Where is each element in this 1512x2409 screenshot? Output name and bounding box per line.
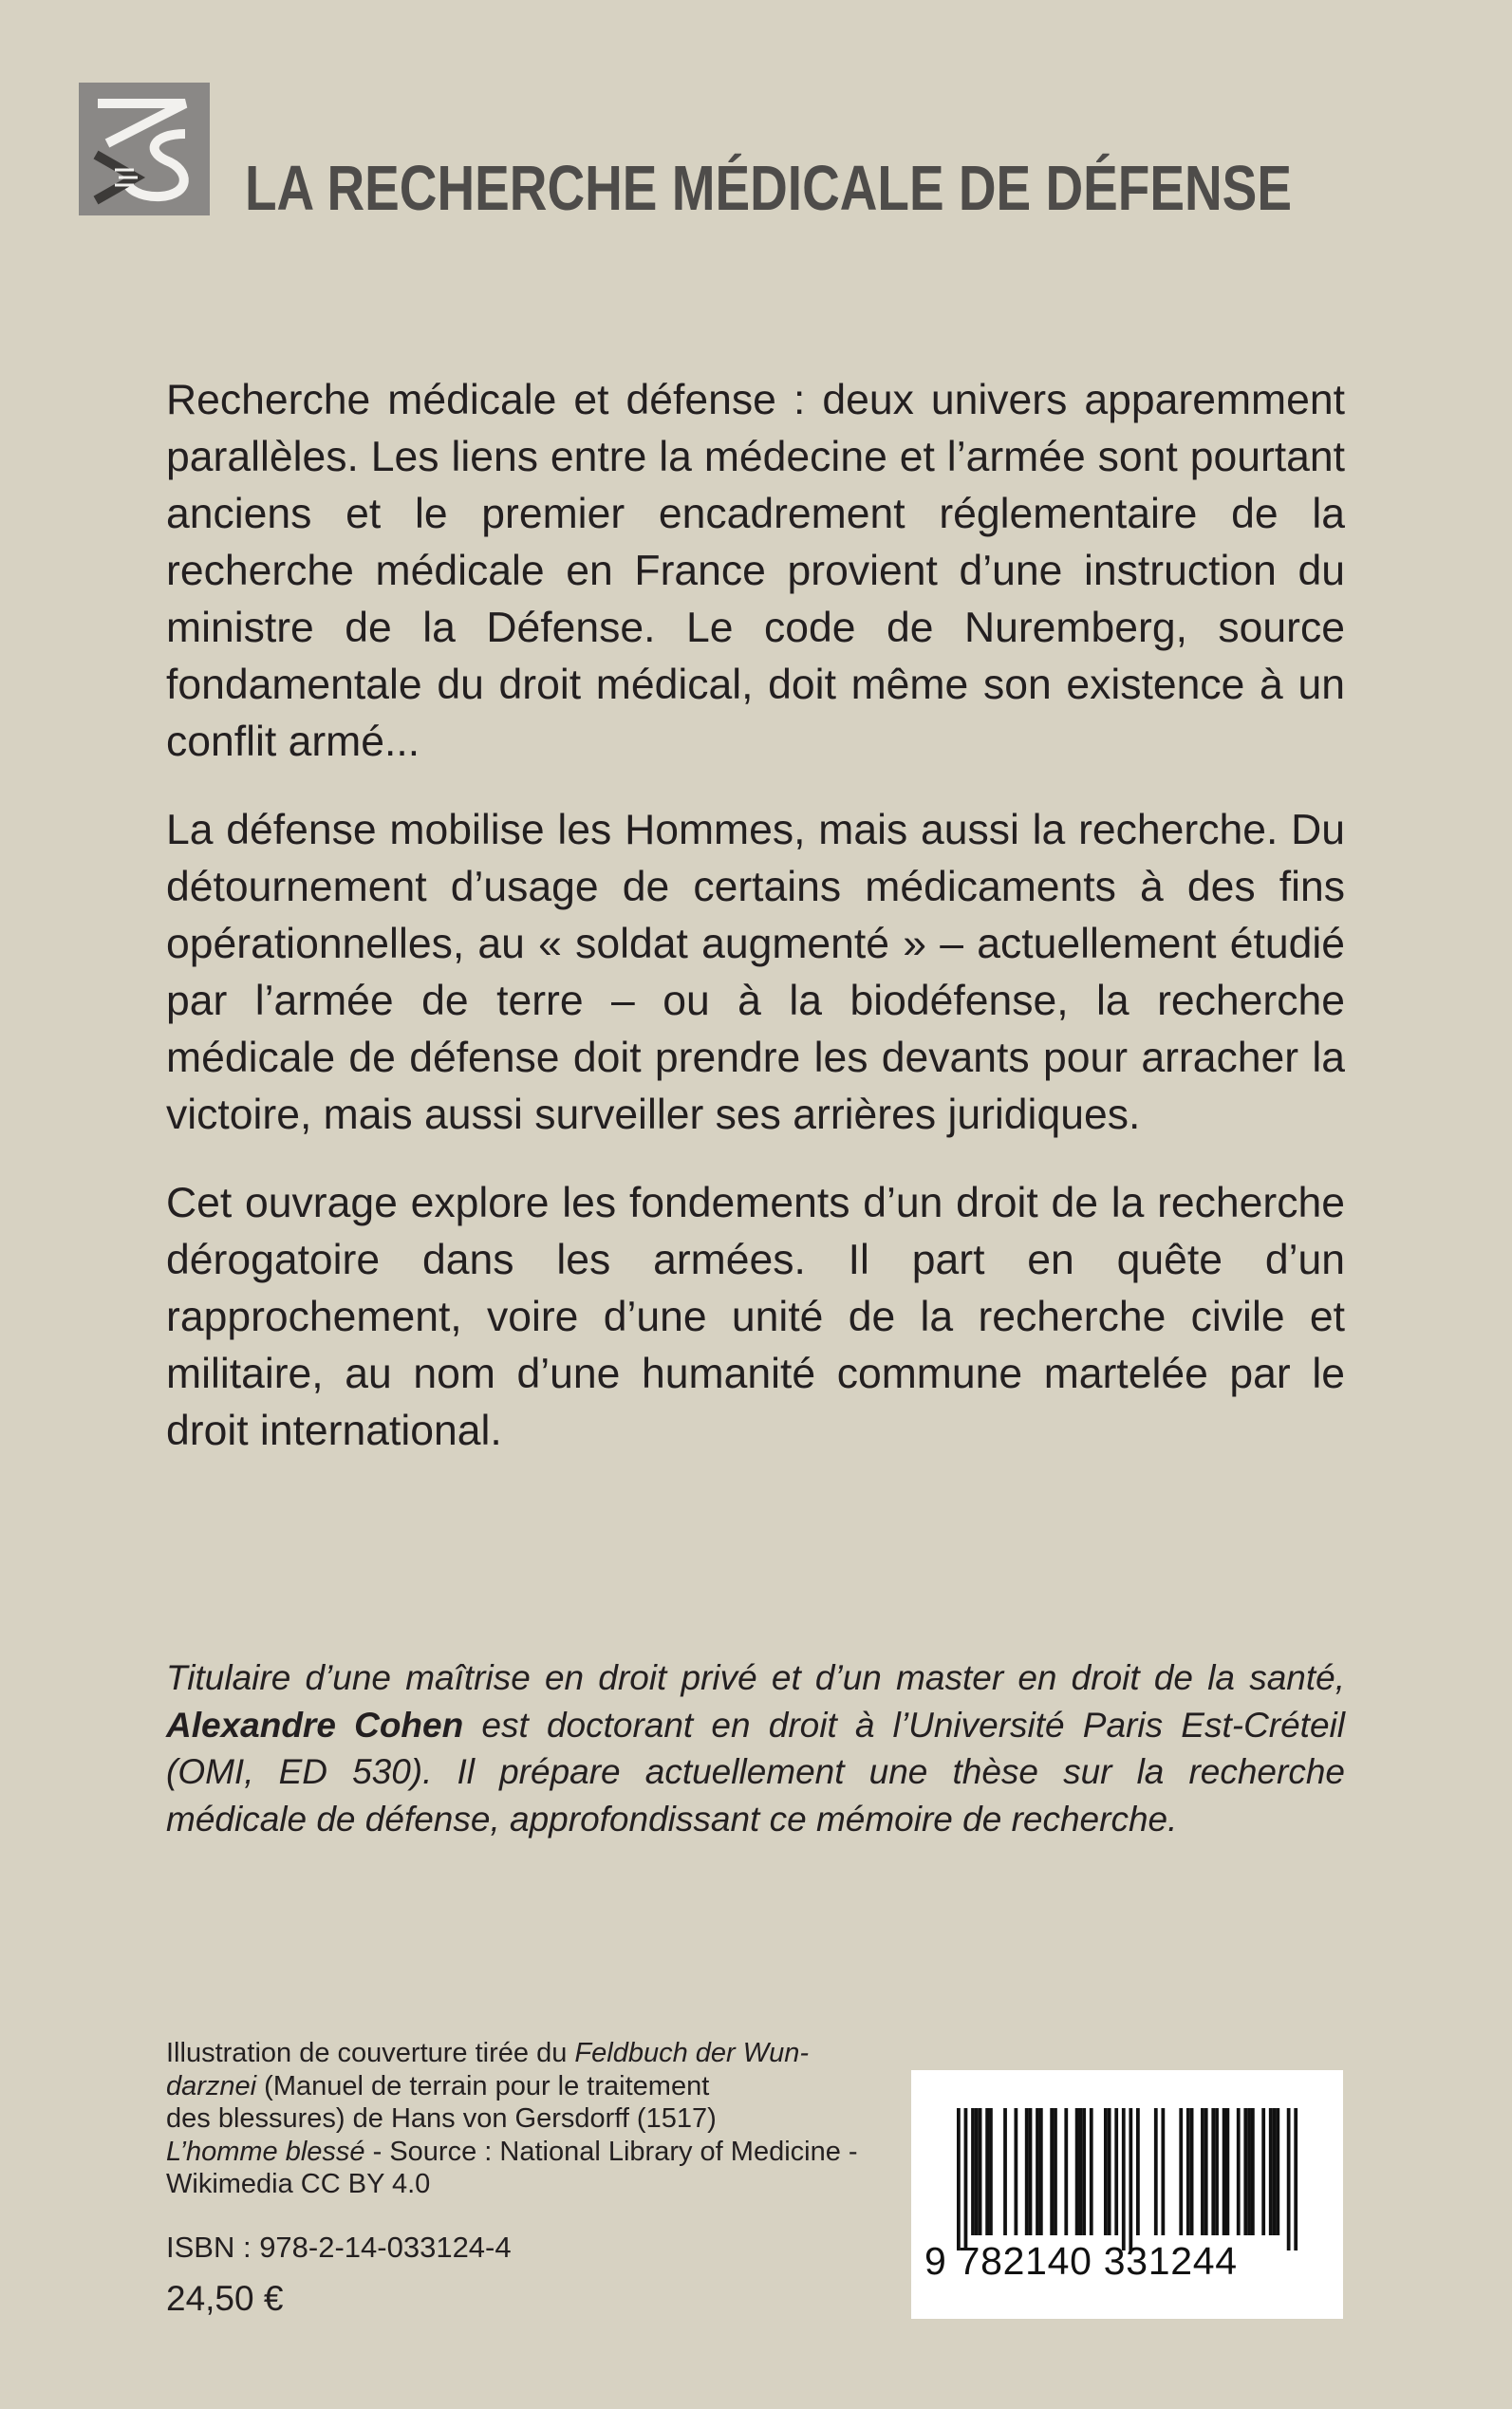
barcode-bar [989, 2108, 993, 2235]
barcode-bar [1211, 2108, 1215, 2235]
barcode-digits: 9 782140 331244 [924, 2239, 1238, 2283]
barcode-bar [1003, 2108, 1007, 2235]
author-bio [166, 1654, 1345, 1842]
barcode-bar [971, 2108, 975, 2235]
credit-line-5: Wikimedia CC BY 4.0 [166, 2169, 431, 2199]
blurb-paragraph-3: Cet ouvrage explore les fondements d’un droit de la recherche dérogatoire dans les armées. Il part en quête d’un rapprochement, voire d’une unité de la recherche civile et militaire, au nom d’une humanité commune martelée par le droit international. [166, 1180, 1345, 1454]
barcode-bar [1090, 2108, 1093, 2235]
barcode-bar [1025, 2108, 1029, 2235]
barcode-bar [1201, 2108, 1204, 2235]
credit-line-2: (Manuel de terrain pour le traitement [256, 2070, 710, 2101]
credit-artwork-title: L’homme blessé [166, 2136, 365, 2167]
barcode-bar [1154, 2108, 1158, 2235]
barcode-bar [1114, 2108, 1118, 2235]
credit-book-title-part-2: darznei [166, 2070, 257, 2101]
barcode-bar [1261, 2108, 1265, 2235]
barcode-bar [964, 2108, 968, 2250]
barcode-bar [1247, 2108, 1251, 2235]
barcode-bar [1064, 2108, 1068, 2235]
blurb-paragraph-1: Recherche médicale et défense : deux univers apparemment parallèles. Les liens entre la médecine et l’armée sont pourtant anciens et le premier encadrement réglementaire de la recherche médicale en France provient d’une instruction du ministre de la Défense. Le code de Nuremberg, source fondamentale du droit médical, doit même son existence à un conflit armé... [166, 377, 1345, 765]
price: 24,50 € [166, 2279, 284, 2318]
blurb-paragraph-2: La défense mobilise les Hommes, mais aussi la recherche. Du détournement d’usage de certains médicaments à des fins opérationnelles, au « soldat augmenté » – actuellement étudié par l’armée de terre – ou à la biodéfense, la recherche médicale de défense doit prendre les devants pour arracher la victoire, mais aussi surveiller ses arrières juridiques. [166, 807, 1345, 1138]
barcode [911, 2070, 1343, 2319]
barcode-bar [1204, 2108, 1208, 2235]
barcode-bar [1039, 2108, 1043, 2235]
barcode-bar [1276, 2108, 1279, 2235]
isbn: ISBN : 978-2-14-033124-4 [166, 2231, 512, 2264]
credit-book-title-part-1: Feldbuch der Wun- [574, 2038, 810, 2068]
barcode-bar [975, 2108, 979, 2235]
barcode-bar [1129, 2108, 1132, 2250]
barcode-bar [1122, 2108, 1126, 2250]
barcode-bar [1226, 2108, 1230, 2235]
publisher-logo-icon [79, 83, 210, 215]
barcode-bar [1251, 2108, 1255, 2235]
barcode-bar [1215, 2108, 1219, 2235]
barcode-bar [1014, 2108, 1017, 2235]
author-bio-intro: Titulaire d’une maîtrise en droit privé et d’un master en droit de la santé, [166, 1658, 1345, 1697]
barcode-bar [1223, 2108, 1226, 2235]
series-title: LA RECHERCHE MÉDICALE DE DÉFENSE [245, 153, 1292, 224]
barcode-bar [1079, 2108, 1083, 2235]
barcode-bar [957, 2108, 961, 2250]
barcode-bar [979, 2108, 982, 2235]
barcode-bar [1294, 2108, 1297, 2250]
barcode-bar [1075, 2108, 1079, 2235]
author-name: Alexandre Cohen [166, 1705, 464, 1745]
barcode-bar [1161, 2108, 1165, 2235]
barcode-bar [1036, 2108, 1039, 2235]
author-bio-rest: est doctorant en droit à l’Université Paris Est-Créteil (OMI, ED 530). Il prépare actuellement une thèse sur la recherche médicale de défense, approfondissant ce mémoire de recherche. [166, 1705, 1345, 1839]
barcode-bar [1029, 2108, 1033, 2235]
barcode-bar [1186, 2108, 1190, 2235]
barcode-bar [1269, 2108, 1273, 2235]
credit-line-1: Illustration de couverture tirée du [166, 2038, 575, 2068]
publisher-logo [79, 83, 210, 215]
cover-illustration-credit [166, 2037, 858, 2201]
barcode-bar [1104, 2108, 1108, 2235]
barcode-bar [1179, 2108, 1183, 2235]
barcode-bar [1136, 2108, 1140, 2235]
barcode-bar [1108, 2108, 1111, 2235]
credit-line-3: des blessures) de Hans von Gersdorff (1517) [166, 2103, 717, 2134]
barcode-bar [1054, 2108, 1057, 2235]
back-cover-blurb [166, 372, 1345, 1491]
barcode-bar [1050, 2108, 1054, 2235]
barcode-bar [1243, 2108, 1247, 2235]
barcode-bar [1273, 2108, 1277, 2235]
barcode-bar [985, 2108, 989, 2235]
credit-line-4: - Source : National Library of Medicine - [364, 2136, 858, 2167]
barcode-bar [1287, 2108, 1291, 2250]
barcode-bar [1190, 2108, 1194, 2235]
barcode-bar [1237, 2108, 1241, 2235]
barcode-bar [1082, 2108, 1086, 2235]
